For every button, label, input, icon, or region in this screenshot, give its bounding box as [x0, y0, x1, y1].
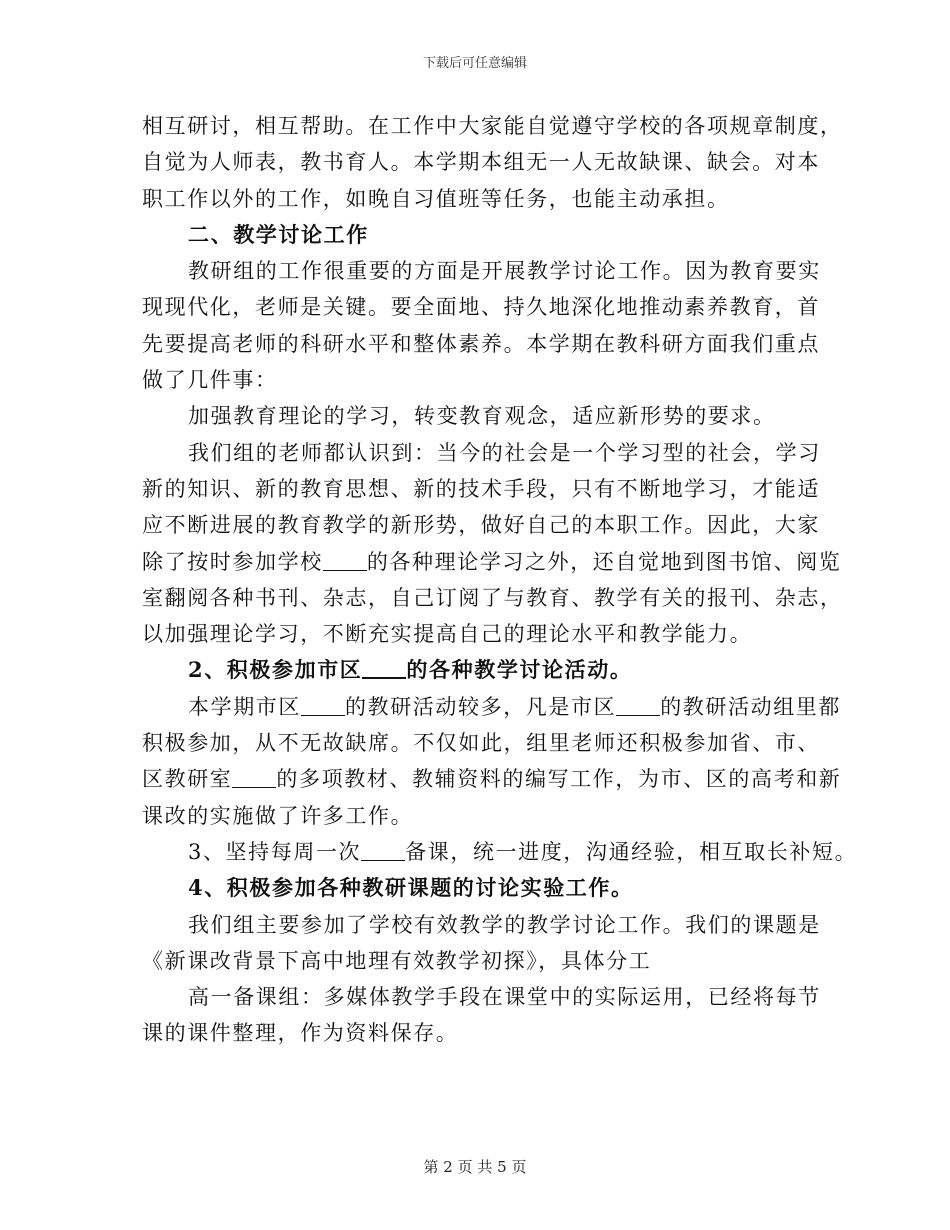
- text-segment: 职工作以外的工作，如晚自习值班等任务，也能主动承担。: [142, 186, 730, 211]
- text-line: [142, 471, 820, 507]
- section-heading: [142, 870, 812, 906]
- text-line: [142, 1015, 812, 1051]
- text-line: [142, 689, 842, 725]
- text-segment: 本学期市区: [188, 694, 301, 719]
- text-line: [142, 253, 821, 289]
- text-line: [142, 616, 812, 652]
- text-segment: 积极参加，从不无故缺席。不仅如此，组里老师还积极参加省、市、: [142, 731, 820, 756]
- section-heading: [142, 217, 812, 253]
- text-line: [142, 362, 812, 398]
- text-line: [142, 289, 820, 325]
- fill-in-blank: [362, 659, 406, 679]
- text-line: [142, 181, 812, 217]
- text-segment: 课的课件整理，作为资料保存。: [142, 1021, 459, 1046]
- text-segment: 现现代化，老师是关键。要全面地、持久地深化地推动素养教育，首: [142, 295, 820, 320]
- text-segment: 应不断进展的教育教学的新形势，做好自己的本职工作。因此，大家: [142, 513, 820, 538]
- text-segment: 的教研活动较多，凡是市区: [345, 694, 617, 719]
- fill-in-blank: [361, 842, 405, 861]
- text-segment: 《新课改背景下高中地理有效教学初探》，具体分工: [142, 948, 652, 973]
- text-segment: 除了按时参加学校: [142, 549, 323, 574]
- text-segment: 的教研活动组里都: [660, 694, 842, 719]
- text-line: [142, 907, 821, 943]
- text-line: [142, 979, 821, 1015]
- text-segment: 二、教学讨论工作: [188, 221, 369, 247]
- text-line: [142, 943, 812, 979]
- text-segment: 的各种理论学习之外，还自觉地到图书馆、阅览: [366, 549, 842, 574]
- text-line: [142, 507, 820, 543]
- page-header: 下载后可任意编辑: [422, 56, 527, 71]
- text-segment: 教研组的工作很重要的方面是开展教学讨论工作。因为教育要实: [188, 259, 821, 284]
- text-segment: 高一备课组：多媒体教学手段在课堂中的实际运用，已经将每节: [188, 985, 821, 1010]
- text-line: [142, 544, 842, 580]
- text-segment: 的多项教材、教辅资料的编写工作，为市、区的高考和新: [276, 767, 842, 792]
- text-segment: 课改的实施做了许多工作。: [142, 803, 414, 828]
- text-segment: 的各种教学讨论活动。: [406, 657, 633, 683]
- text-line: [142, 580, 843, 616]
- text-segment: 相互研讨，相互帮助。在工作中大家能自觉遵守学校的各项规章制度，: [142, 114, 843, 138]
- text-segment: 2、积极参加市区: [188, 657, 363, 683]
- text-segment: 备课，统一进度，沟通经验，相互取长补短。: [405, 839, 858, 864]
- fill-in-blank: [232, 769, 276, 788]
- text-segment: 室翻阅各种书刊、杂志，自己订阅了与教育、教学有关的报刊、杂志，: [142, 585, 843, 610]
- text-line: [142, 798, 812, 834]
- text-segment: 自觉为人师表，教书育人。本学期本组无一人无故缺课、缺会。对本: [142, 150, 820, 175]
- text-segment: 做了几件事：: [142, 368, 278, 393]
- text-segment: 加强教育理论的学习，转变教育观念，适应新形势的要求。: [188, 404, 776, 429]
- text-segment: 我们组的老师都认识到：当今的社会是一个学习型的社会，学习: [188, 440, 821, 465]
- fill-in-blank: [616, 697, 660, 716]
- text-segment: 3、坚持每周一次: [188, 839, 362, 864]
- text-line: [142, 144, 820, 180]
- text-line: [142, 761, 842, 797]
- fill-in-blank: [301, 697, 345, 716]
- text-line: [142, 108, 843, 144]
- text-segment: 以加强理论学习，不断充实提高自己的理论水平和教学能力。: [142, 622, 753, 647]
- text-segment: 新的知识、新的教育思想、新的技术手段，只有不断地学习，才能适: [142, 476, 820, 501]
- text-line: [142, 725, 820, 761]
- page-footer: 第 2 页 共 5 页: [423, 1158, 527, 1176]
- text-segment: 4、积极参加各种教研课题的讨论实验工作。: [188, 875, 634, 901]
- document-body: [142, 108, 858, 1052]
- text-line: [142, 834, 858, 870]
- text-line: [142, 398, 812, 434]
- text-segment: 我们组主要参加了学校有效教学的教学讨论工作。我们的课题是: [188, 912, 821, 937]
- text-segment: 先要提高老师的科研水平和整体素养。本学期在教科研方面我们重点: [142, 331, 820, 356]
- fill-in-blank: [323, 552, 367, 571]
- text-line: [142, 326, 820, 362]
- text-line: [142, 435, 821, 471]
- section-heading: [142, 652, 812, 688]
- text-segment: 区教研室: [142, 767, 233, 792]
